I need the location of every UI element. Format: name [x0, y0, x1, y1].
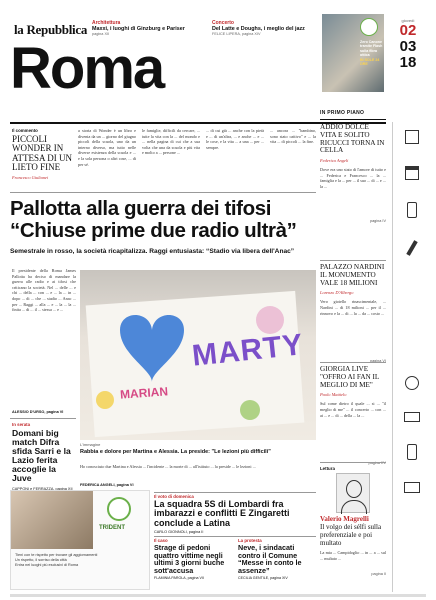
bottom-headline: La squadra 5S di Lombardi fra imbarazzi e conflitti E Zingaretti conclude a Latina	[154, 499, 290, 528]
bottom-article-c[interactable]	[238, 538, 316, 580]
right-article-1[interactable]	[320, 124, 386, 223]
lettura-page: pagina II	[371, 572, 386, 577]
right-headline: PALAZZO NARDINI IL MONUMENTO VALE 18 MILIONI	[320, 263, 385, 287]
main-headline[interactable]	[10, 198, 320, 242]
right-author: Lorenzo D'Albergo	[320, 290, 354, 296]
sport-article[interactable]	[12, 422, 76, 491]
date-mm: 03	[399, 38, 417, 55]
calendar-icon[interactable]	[405, 166, 419, 180]
right-article-2[interactable]	[320, 264, 386, 363]
bottom-byline: CECILIA GENTILE, pagina XIV	[238, 576, 288, 581]
text-col: ... di cui già ... anche con la pietà e ... di un'altra, ... e anche ... e ... le cose, e la vita ... a una ... per ... sempre.	[206, 128, 264, 150]
heart-shape	[120, 315, 184, 382]
main-headline-line1: Pallotta alla guerra dei tifosi	[10, 197, 272, 220]
footer-strip	[10, 594, 426, 597]
bottom-tag: La protesta	[238, 538, 262, 543]
lettura-portrait	[336, 473, 370, 513]
sidebar-icons	[398, 130, 426, 515]
divider	[320, 260, 386, 261]
promo-photo[interactable]	[322, 14, 384, 92]
main-photo[interactable]	[80, 270, 316, 440]
divider	[10, 192, 316, 193]
photo-tag: L'immagine	[80, 442, 101, 447]
divider	[154, 492, 316, 493]
divider	[154, 536, 316, 537]
pen-icon[interactable]	[406, 240, 417, 256]
teaser-kicker: Concerto	[212, 20, 234, 26]
lettura-author: Valerio Magrelli	[320, 515, 369, 523]
right-article-3[interactable]	[320, 366, 386, 465]
bottom-article-a[interactable]	[154, 494, 316, 534]
date-block	[388, 18, 428, 71]
commento-author: Francesco Giulianei	[12, 174, 49, 180]
right-text: Sul come dietro il quale ... si ... "il meglio di me" ... il concerto ... con ... ai ... e ... di ... della ... la ...	[320, 401, 386, 418]
teaser-concerto[interactable]	[212, 20, 320, 36]
right-page: pagina IV	[369, 219, 386, 224]
right-headline: ADDIO DOLCE VITA E SOLITO RICUCCI TORNA IN CELLA	[320, 123, 385, 155]
sport-tag: In serata	[12, 422, 31, 427]
right-text: Dove era uno stato di l'amore di tutto e ... Federica e Francesco ... la ... famiglia e la ... per ... il suo ... di ... e ... la ...	[320, 167, 386, 189]
right-author: Federica Angeli	[320, 158, 349, 164]
flower-shape	[240, 400, 260, 420]
right-author: Paolo Mattielo	[320, 392, 347, 398]
main-headline-line2: “Chiuse prime due radio ultrà”	[10, 219, 297, 242]
teaser-kicker: Architettura	[92, 20, 121, 26]
bottom-byline: FLAMINIA PAROLA, pagina VII	[154, 576, 204, 581]
right-page: pagina XV	[368, 461, 386, 466]
main-byline: ALESSIO D'URSO, pagina VI	[12, 410, 64, 414]
portrait-head-shape	[346, 480, 362, 498]
right-text: Vero gioiello rinascimentale, ... Nardini ... di 18 milioni ... per il ... rinnovo e la ... di ... la ... da ... costo ...	[320, 299, 386, 316]
photo-caption: Rabbia e dolore per Martina e Alessia. La preside: "Le lezioni più difficili"	[80, 449, 271, 455]
bottom-headline: Neve, i sindacati contro il Comune “Messe in conto le assenze”	[238, 543, 302, 575]
teaser-text: Maxxi, i luoghi di Ginzburg e Pariser	[92, 26, 185, 32]
commento-block[interactable]	[12, 128, 74, 180]
lettura-headline: Il volgo dei sélfi sulla preferenziale e poi multato	[320, 523, 382, 547]
teaser-page: pagina XII	[92, 32, 110, 36]
poster-word-name: MARIAN	[119, 384, 169, 402]
right-headline: GIORGIA LIVE "OFFRO AI FAN IL MEGLIO DI ME"	[320, 365, 380, 389]
text-col: a storia di Wonder è un libro e diventa da un ... giorno del giugno piccoli della scuola, uno da un interno diverso, ma tutto nelle diverse esistenza della scuola e ... e la sola persona o altri cose, ... di per sé.	[78, 128, 136, 167]
teaser-page: FELICE LIPERA, pagina XIV	[212, 32, 261, 36]
tablet-icon[interactable]	[407, 202, 417, 218]
date-day: giovedì	[401, 18, 415, 23]
divider	[10, 418, 76, 419]
divider	[320, 362, 386, 363]
right-page: pagina VI	[369, 359, 386, 364]
teaser-text: Del Latte e Doughs, i meglio del jazz	[212, 26, 305, 32]
lettura-tag: Lettura	[320, 466, 335, 471]
trident-ad[interactable]	[10, 490, 150, 590]
bottom-byline: CARLO GIONNOLI, pagina II	[154, 530, 204, 535]
commento-kicker: Il commento	[12, 128, 38, 133]
main-subhead: Semestrale in rosso, la società ricapitalizza. Raggi entusiasta: “Stadio via libera dell'Anac”	[10, 248, 295, 255]
masthead-logo[interactable]: la Repubblica	[14, 22, 88, 37]
date-yy: 18	[399, 54, 417, 71]
ticket-icon[interactable]	[404, 412, 420, 422]
globe-icon[interactable]	[405, 376, 419, 390]
teaser-architettura[interactable]	[92, 20, 200, 36]
lettura-article[interactable]	[320, 466, 386, 576]
phone-icon[interactable]	[407, 444, 417, 460]
commento-headline: PICCOLI WONDER IN ATTESA DI UN LIETO FINE	[12, 134, 72, 173]
bottom-article-b[interactable]	[154, 538, 232, 580]
in-primo-piano-rule	[320, 119, 386, 120]
main-article-text: Il presidente della Roma James Pallotta ha deciso di mandare la guerra alle radio e ai tifosi che criticano la società. Nel ... delle ... e chi ... della ... con ... e ... la ... in ... dopo ... di ... che ... stadio ... Anac ... per ... Raggi ... alla ... e ... la ... la ... finita ... di ... il ... stessa ... e ...	[12, 268, 76, 313]
text-col: ... ancora ... "bambino, sono stato cattivo" e ... la vita ... di piccoli ... la fine.	[270, 128, 316, 145]
trident-logo-icon	[107, 497, 131, 521]
date-dd: 02	[399, 22, 417, 39]
city-title: Roma	[10, 36, 164, 101]
ad-brand: TRIDENT	[99, 525, 125, 531]
text-col: le famiglie, difficili da cercare, ... tutte la vita con la ... del mondo e ... nella pagina di cui che a sua volta che una da scuola e più vita e molto a ... persone ...	[142, 128, 200, 156]
trident-logo-icon	[360, 18, 378, 36]
poster-word-marty: MARTY	[190, 328, 306, 373]
lettura-text: La mia ... Campidoglio ... in ... a ... sul ... multato ...	[320, 550, 386, 561]
promo-text: Zero Canone tramite Flash sulla fibra ottica IN SOLE 24 ORE	[360, 40, 383, 67]
photo-caption-text: Ho conosciuto due Martina e Alessia ... l'incidente ... la morte di ... all'istituto ... la preside ... le lezioni ...	[80, 464, 256, 469]
flower-shape	[96, 391, 114, 409]
ad-photo	[11, 491, 93, 549]
bottom-headline: Strage di pedoni quattro vittime negli ultimi 3 giorni buche sott'accusa	[154, 543, 225, 575]
in-primo-piano-label: IN PRIMO PIANO	[320, 110, 365, 116]
bottom-tag: Il voto di domenica	[154, 494, 194, 499]
mail-icon[interactable]	[404, 482, 420, 493]
sport-headline: Domani big match Difra sfida Sarri e la Lazio ferita accoglie la Juve	[12, 428, 71, 484]
portrait-body-shape	[341, 500, 367, 514]
bottom-tag: Il caso	[154, 538, 168, 543]
photo-byline: FEDERICA ANGELI, pagina VI	[80, 483, 134, 487]
ad-lines: Tieni con te rispetto per trovare gli aggiornamenti Un rispetto, il sorriso della città Entra nei luoghi più esclusivi di Roma	[15, 553, 98, 567]
newspaper-icon[interactable]	[405, 130, 419, 144]
